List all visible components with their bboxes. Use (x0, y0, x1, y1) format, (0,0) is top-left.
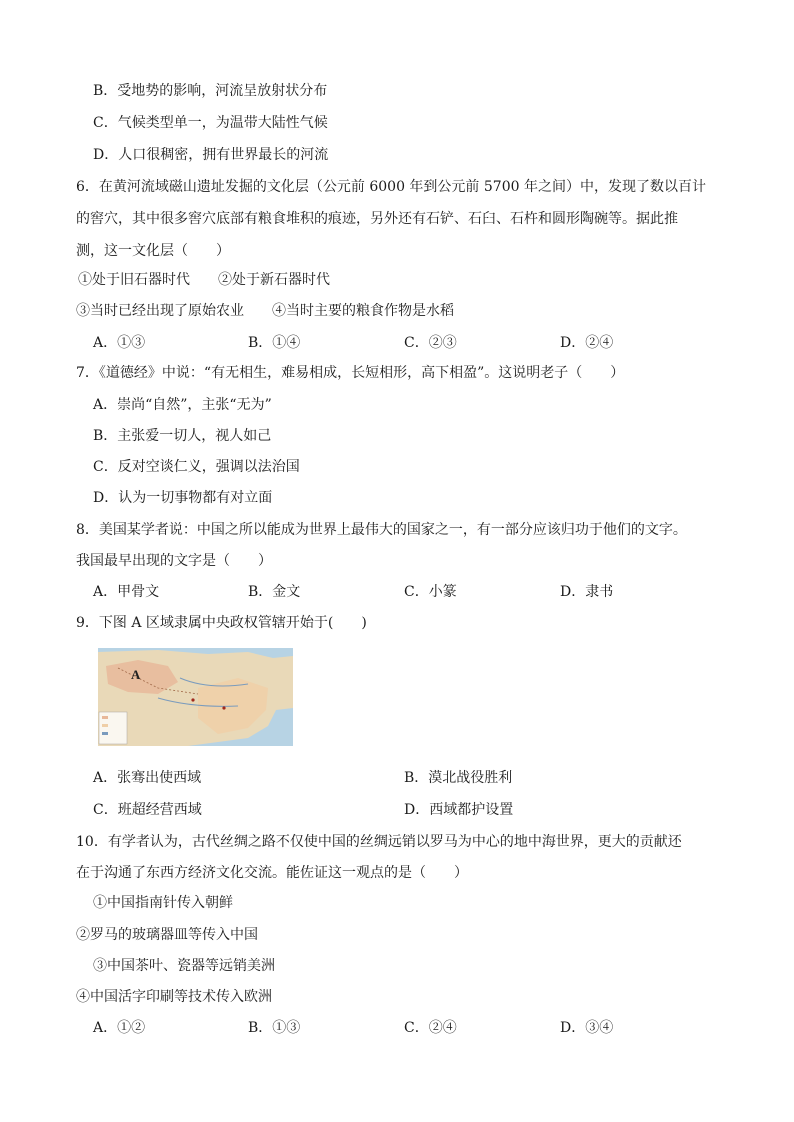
prev-option-b: B．受地势的影响，河流呈放射状分布 (93, 83, 328, 99)
q10-choice-c[interactable]: C．②④ (404, 1020, 457, 1036)
prev-option-d: D．人口很稠密，拥有世界最长的河流 (93, 147, 329, 163)
prev-option-c: C．气候类型单一，为温带大陆性气候 (93, 115, 328, 131)
q8-choice-a[interactable]: A．甲骨文 (93, 584, 160, 600)
q7-choice-c[interactable]: C．反对空谈仁义，强调以法治国 (93, 459, 300, 475)
q10-statement-4: ④中国活字印刷等技术传入欧洲 (76, 989, 272, 1005)
q10-statement-2: ②罗马的玻璃器皿等传入中国 (76, 927, 258, 943)
q9-choice-d[interactable]: D．西域都护设置 (404, 802, 514, 818)
q6-stem-line-1: 6．在黄河流域磁山遗址发掘的文化层（公元前 6000 年到公元前 5700 年之间）中，发现了数以百计 (76, 179, 706, 195)
q9-choice-c[interactable]: C．班超经营西域 (93, 802, 202, 818)
q9-stem: 9．下图 A 区域隶属中央政权管辖开始于( ) (76, 615, 367, 631)
q10-statement-1: ①中国指南针传入朝鲜 (93, 895, 233, 911)
q6-choice-d[interactable]: D．②④ (560, 335, 614, 351)
q10-stem-line-1: 10．有学者认为，古代丝绸之路不仅使中国的丝绸远销以罗马为中心的地中海世界，更大的贡献还 (76, 834, 682, 850)
q6-stem-line-2: 的窖穴，其中很多窖穴底部有粮食堆积的痕迹，另外还有石铲、石臼、石杵和圆形陶碗等。据此推 (76, 211, 678, 227)
q9-choice-b[interactable]: B．漠北战役胜利 (404, 770, 513, 786)
map-region-label: A (131, 667, 141, 682)
q6-choice-a[interactable]: A．①③ (93, 335, 146, 351)
q6-choice-c[interactable]: C．②③ (404, 335, 457, 351)
q8-stem-line-2: 我国最早出现的文字是（ ） (76, 553, 272, 569)
q7-stem: 7．《道德经》中说：“有无相生，难易相成，长短相形，高下相盈”。这说明老子（ ） (76, 365, 625, 381)
q10-choice-b[interactable]: B．①③ (248, 1020, 301, 1036)
q7-choice-b[interactable]: B．主张爱一切人，视人如己 (93, 428, 272, 444)
han-dynasty-map-image (98, 648, 293, 746)
q10-choice-a[interactable]: A．①② (93, 1020, 146, 1036)
q8-stem-line-1: 8．美国某学者说：中国之所以能成为世界上最伟大的国家之一，有一部分应该归功于他们的文字。 (76, 522, 687, 538)
q10-statement-3: ③中国茶叶、瓷器等远销美洲 (93, 958, 275, 974)
q8-choice-b[interactable]: B．金文 (248, 584, 301, 600)
q6-statements-1: ①处于旧石器时代 ②处于新石器时代 (78, 272, 330, 288)
q8-choice-d[interactable]: D．隶书 (560, 584, 614, 600)
q10-stem-line-2: 在于沟通了东西方经济文化交流。能佐证这一观点的是（ ） (76, 865, 468, 881)
q6-statements-2: ③当时已经出现了原始农业 ④当时主要的粮食作物是水稻 (76, 303, 454, 319)
q8-choice-c[interactable]: C．小篆 (404, 584, 457, 600)
q7-choice-a[interactable]: A．崇尚“自然”，主张“无为” (93, 397, 272, 413)
q6-choice-b[interactable]: B．①④ (248, 335, 301, 351)
q7-choice-d[interactable]: D．认为一切事物都有对立面 (93, 490, 273, 506)
q6-stem-line-3: 测，这一文化层（ ） (76, 243, 230, 259)
q9-choice-a[interactable]: A．张骞出使西域 (93, 770, 202, 786)
q10-choice-d[interactable]: D．③④ (560, 1020, 614, 1036)
